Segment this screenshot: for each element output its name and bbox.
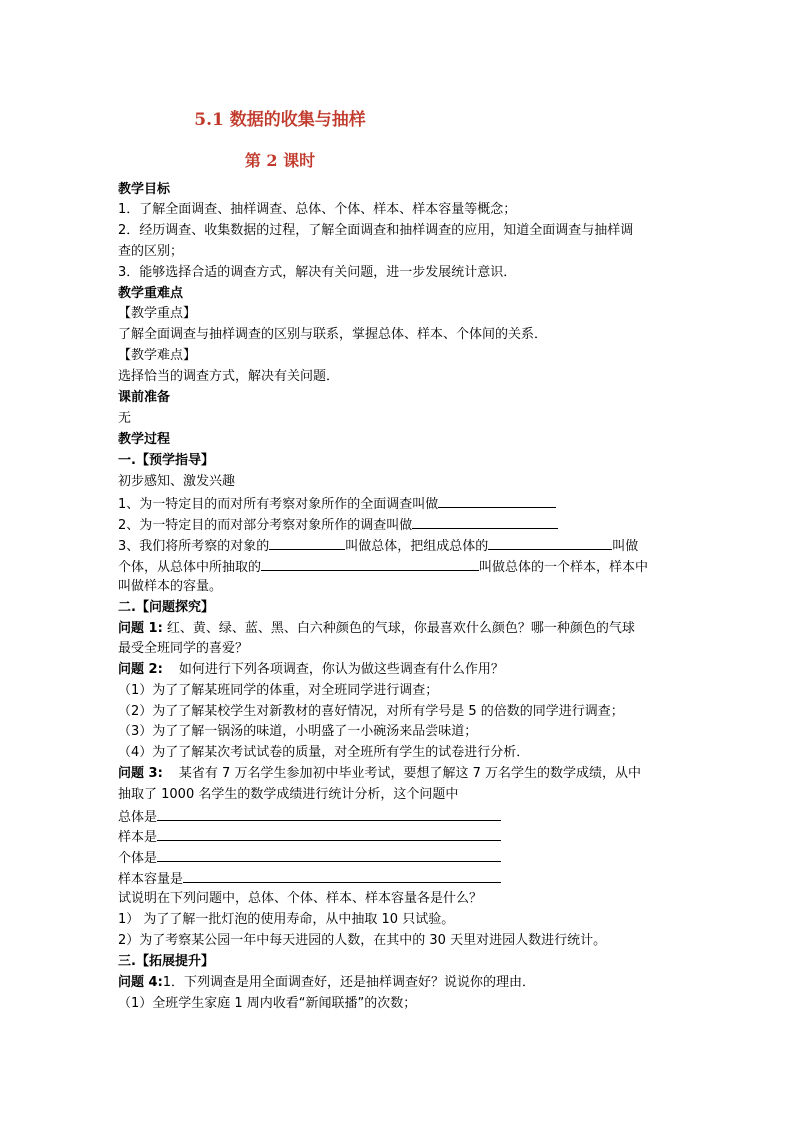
problem-4-item: （1）全班学生家庭 1 周内收看“新闻联播”的次数； xyxy=(118,996,417,1011)
question-text: 叫做 xyxy=(612,539,639,554)
section-3-title: 三.【拓展提升】 xyxy=(118,954,214,969)
answer-blank[interactable] xyxy=(438,493,556,508)
problem-text: 如何进行下列各项调查，你认为做这些调查有什么作用？ xyxy=(178,662,504,677)
problem-2-item: （4）为了了解某次考试试卷的质量，对全班所有学生的试卷进行分析． xyxy=(118,745,530,760)
question-line xyxy=(118,514,558,536)
problem-label: 问题 3: xyxy=(118,766,163,781)
problem-1 xyxy=(118,619,635,639)
objective-item: 查的区别； xyxy=(118,244,184,259)
fill-line xyxy=(118,806,501,828)
fill-line xyxy=(118,847,501,869)
problem-2-item: （3）为了了解一锅汤的味道，小明盛了一小碗汤来品尝味道； xyxy=(118,724,478,739)
problem-label: 问题 2: xyxy=(118,662,163,677)
problem-text: 红、黄、绿、蓝、黑、白六种颜色的气球，你最喜欢什么颜色？哪一种颜色的气球 xyxy=(166,621,635,636)
try-text: 试说明在下列问题中，总体、个体、样本、样本容量各是什么？ xyxy=(118,891,483,906)
section-2-title: 二.【问题探究】 xyxy=(118,600,214,615)
question-text: 叫做总体，把组成总体的 xyxy=(345,539,489,554)
answer-blank[interactable] xyxy=(157,826,501,841)
objective-item: 2．经历调查、收集数据的过程，了解全面调查和抽样调查的应用，知道全面调查与抽样调 xyxy=(118,223,634,238)
prep-heading: 课前准备 xyxy=(118,390,171,405)
difficulty-label: 【教学难点】 xyxy=(118,348,197,363)
focus-text: 了解全面调查与抽样调查的区别与联系，掌握总体、样本、个体间的关系． xyxy=(118,327,548,342)
focus-label: 【教学重点】 xyxy=(118,306,197,321)
lesson-subtitle: 第 2 课时 xyxy=(244,151,316,170)
answer-blank[interactable] xyxy=(261,556,479,571)
question-line xyxy=(118,556,648,578)
objectives-heading: 教学目标 xyxy=(118,182,171,197)
answer-blank[interactable] xyxy=(488,535,612,550)
fill-label: 个体是 xyxy=(118,851,158,866)
page-title: 5.1 数据的收集与抽样 xyxy=(194,110,366,130)
fill-line xyxy=(118,868,501,890)
fill-label: 样本容量是 xyxy=(118,872,184,887)
section-1-title: 一.【预学指导】 xyxy=(118,453,214,468)
question-text: 1、为一特定目的而对所有考察对象所作的全面调查叫做 xyxy=(118,497,439,512)
problem-text: 某省有 7 万名学生参加初中毕业考试，要想了解这 7 万名学生的数学成绩，从中 xyxy=(178,766,641,781)
question-text: 个体，从总体中所抽取的 xyxy=(118,560,262,575)
objective-item: 3．能够选择合适的调查方式，解决有关问题，进一步发展统计意识． xyxy=(118,265,517,280)
problem-2-item: （1）为了了解某班同学的体重，对全班同学进行调查； xyxy=(118,683,439,698)
question-line xyxy=(118,493,556,515)
question-line xyxy=(118,535,638,557)
answer-blank[interactable] xyxy=(183,868,501,883)
problem-label: 问题 1: xyxy=(118,621,163,636)
problem-4 xyxy=(118,973,535,993)
problem-2-item: （2）为了了解某校学生对新教材的喜好情况，对所有学号是 5 的倍数的同学进行调查； xyxy=(118,704,624,719)
section-1-intro: 初步感知、激发兴趣 xyxy=(118,474,236,489)
problem-3 xyxy=(118,764,641,784)
try-item: 1） 为了了解一批灯泡的使用寿命，从中抽取 10 只试验。 xyxy=(118,912,455,927)
fill-label: 样本是 xyxy=(118,830,158,845)
question-text: 3、我们将所考察的对象的 xyxy=(118,539,270,554)
keypoints-heading: 教学重难点 xyxy=(118,286,184,301)
fill-line xyxy=(118,826,501,848)
answer-blank[interactable] xyxy=(157,806,501,821)
problem-2 xyxy=(118,660,504,680)
question-text: 叫做总体的一个样本，样本中 xyxy=(479,560,649,575)
answer-blank[interactable] xyxy=(412,514,558,529)
problem-text: 最受全班同学的喜爱？ xyxy=(118,641,249,656)
problem-label: 问题 4: xyxy=(118,975,163,990)
problem-text: 1．下列调查是用全面调查好，还是抽样调查好？说说你的理由． xyxy=(162,975,536,990)
objective-item: 1．了解全面调查、抽样调查、总体、个体、样本、样本容量等概念； xyxy=(118,202,517,217)
difficulty-text: 选择恰当的调查方式，解决有关问题． xyxy=(118,369,340,384)
answer-blank[interactable] xyxy=(269,535,345,550)
fill-label: 总体是 xyxy=(118,810,158,825)
try-item: 2）为了考察某公园一年中每天进园的人数，在其中的 30 天里对进园人数进行统计。 xyxy=(118,933,607,948)
question-text: 2、为一特定目的而对部分考察对象所作的调查叫做 xyxy=(118,518,413,533)
prep-text: 无 xyxy=(118,411,132,426)
question-text: 叫做样本的容量。 xyxy=(118,579,223,594)
process-heading: 教学过程 xyxy=(118,432,171,447)
problem-text: 抽取了 1000 名学生的数学成绩进行统计分析，这个问题中 xyxy=(118,787,459,802)
answer-blank[interactable] xyxy=(157,847,501,862)
